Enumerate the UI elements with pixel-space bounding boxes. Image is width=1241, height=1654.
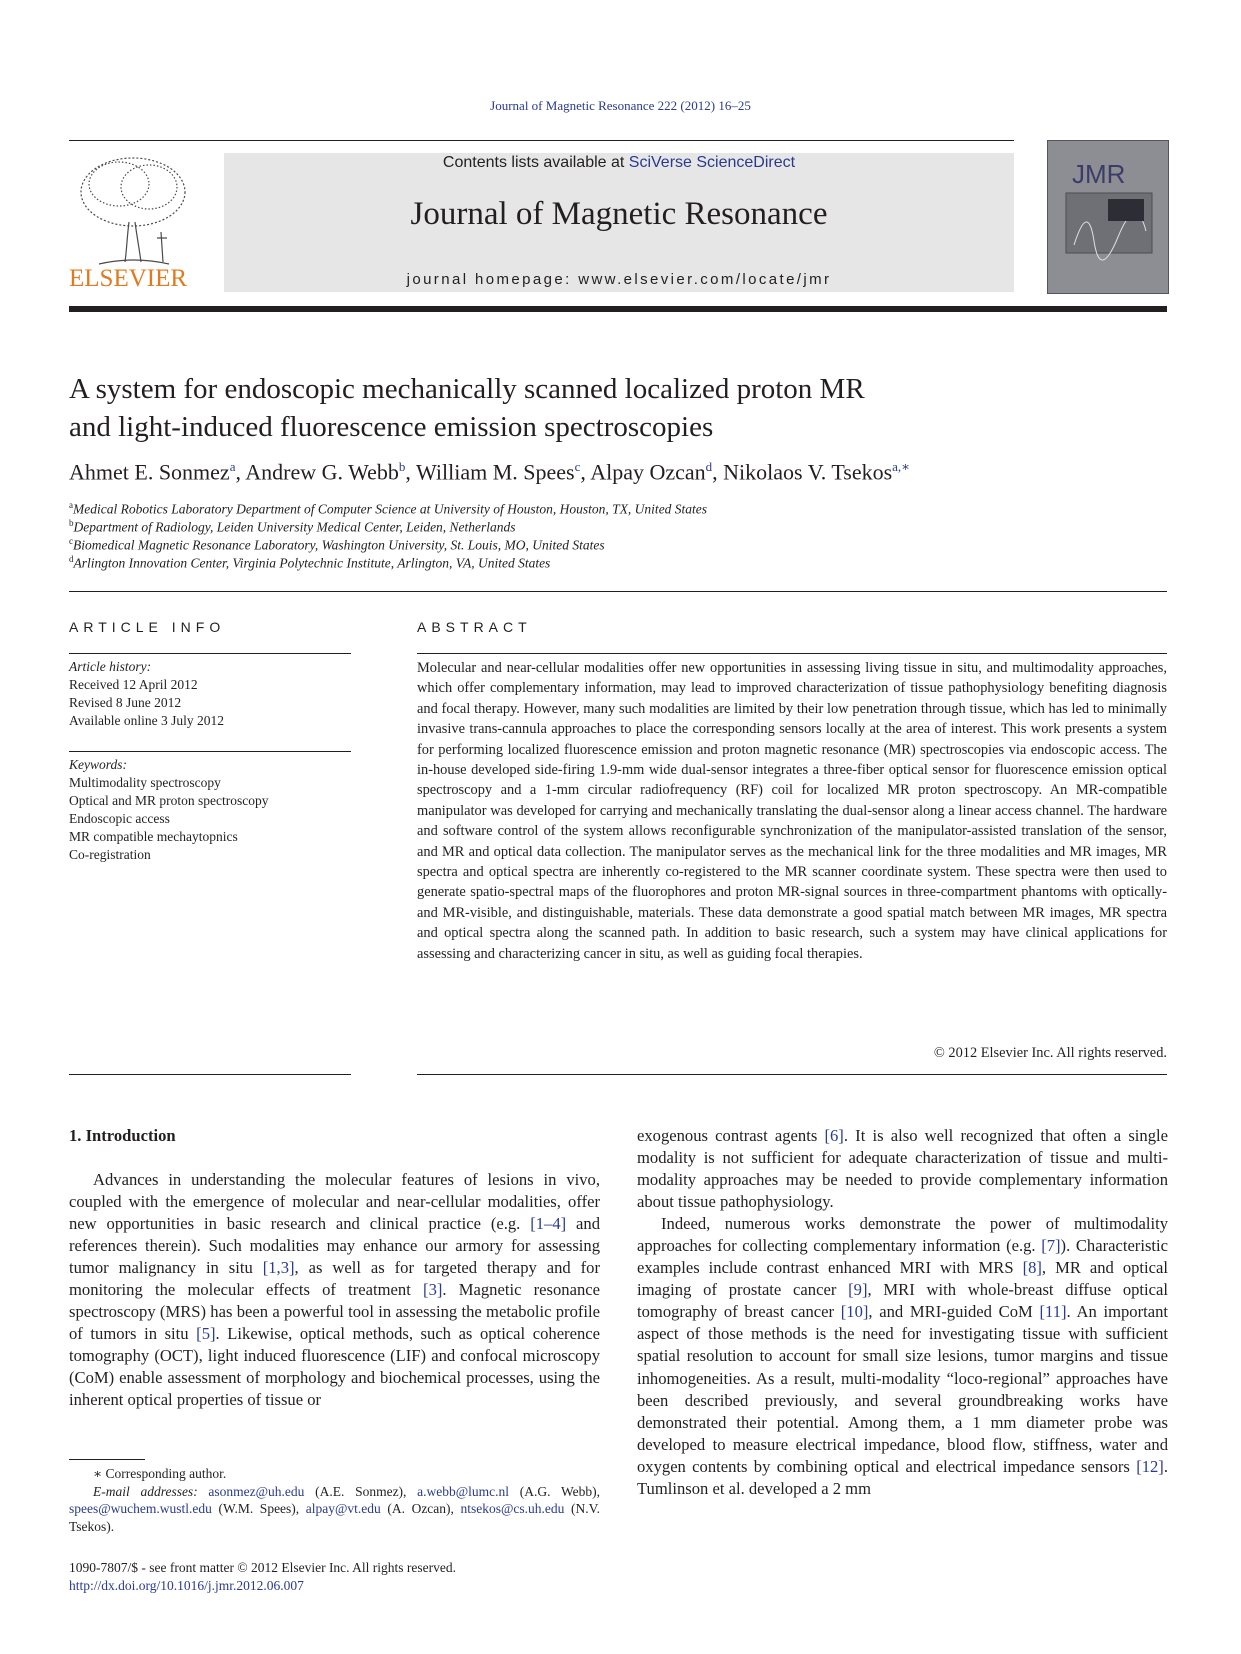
abstract-text: Molecular and near-cellular modalities offer new opportunities in assessing living tissue in situ, and multimodality approaches, which offer complementary information, may lead to improved characterization of tissue pathophysiology benefiting diagnosis and focal therapy. However, many such modalities are limited by their low penetration through tissue, which has led to minimally invasive trans-cannula approaches to place the corresponding sensors locally at the area of interest. This work presents a system for performing localized fluorescence emission and proton magnetic resonance (MR) spectroscopies via endoscopic access. The in-house developed side-firing 1.9-mm wide dual-sensor integrates a three-fiber optical sensor for fluorescence emission optical spectroscopy and a 1-mm circular radiofrequency (RF) coil for localized MR proton spectroscopy. An MR-compatible manipulator was developed for carrying and mechanically translating the dual-sensor along a linear access channel. The hardware and software control of the system allows reconfigurable synchronization of the manipulator-assisted translation of the sensor, and MR and optical data collection. The manipulator serves as the mechanical link for the three modalities and MR images, MR spectra and optical spectra are inherently co-registered to the MR scanner coordinate system. These spectra were then used to generate spatio-spectral maps of the fluorophores and proton MR-signal sources in three-compartment phantoms with optically- and MR-visible, and distinguishable, materials. These data demonstrate a good spatial match between MR images, MR spectra and optical spectra along the scanned path. In addition to basic research, such a system may have clinical applications for assessing and characterizing cancer in situ, as well as guiding focal therapies.: [417, 660, 1167, 962]
issn-line: 1090-7807/$ - see front matter © 2012 Elsevier Inc. All rights reserved. http://dx.doi.org/10.1016/j.jmr.2012.06.007: [69, 1560, 457, 1593]
keywords: Keywords: Multimodality spectroscopy Optical and MR proton spectroscopy Endoscopic access MR compatible mechaytopnics Co-registration: [69, 757, 269, 862]
keyword: Multimodality spectroscopy: [69, 775, 221, 790]
intro-column-right: [637, 1125, 1168, 1500]
author-name: Andrew G. Webb: [245, 459, 399, 485]
abstract-copyright: © 2012 Elsevier Inc. All rights reserved.: [933, 1045, 1167, 1061]
citation-link[interactable]: [6]: [824, 1126, 844, 1145]
keyword: Co-registration: [69, 847, 151, 862]
footnote-rule: [69, 1459, 145, 1460]
email-link[interactable]: spees@wuchem.wustl.edu: [69, 1501, 212, 1516]
citation-link[interactable]: [10]: [840, 1302, 869, 1322]
header-thick-rule: [69, 306, 1167, 312]
author-list: Ahmet E. Sonmez$^a$, Andrew G. Webb$^b$, William M. Spees$^c$, Alpay Ozcan$^d$, Nikolaos V. Tsekos$^{a,∗}$: [69, 459, 911, 485]
corresponding-footnote: ∗ Corresponding author. E-mail addresses: asonmez@uh.edu (A.E. Sonmez), a.webb@lumc.nl (A.G. Webb), spees@wuchem.wustl.edu (W.M. Spees), alpay@vt.edu (A. Ozcan), ntsekos@cs.uh.edu (N.V. Tsekos).: [69, 1466, 600, 1534]
author-affiliation-mark[interactable]: d: [705, 459, 713, 474]
affiliation: $^d$Arlington Innovation Center, Virginia Polytechnic Institute, Arlington, VA, United States: [69, 554, 551, 571]
doi-link[interactable]: http://dx.doi.org/10.1016/j.jmr.2012.06.007: [69, 1577, 304, 1593]
citation-link[interactable]: [1–4]: [530, 1214, 567, 1234]
journal-cover-thumbnail: [1047, 140, 1169, 294]
author-name: Nikolaos V. Tsekos: [723, 459, 893, 485]
intro-paragraph: Advances in understanding the molecular features of lesions in vivo, coupled with the emergence of molecular and near-cellular modalities, offer new opportunities in basic research and clinical practice (e.g. [1–4] and references therein). Such modalities may enhance our armory for assessing tumor malignancy in situ [1,3], as well as for targeted therapy and for monitoring the molecular effects of treatment [3]. Magnetic resonance spectroscopy (MRS) has been a powerful tool in assessing the metabolic profile of tumors in situ [5]. Likewise, optical methods, such as optical coherence tomography (OCT), light induced fluorescence (LIF) and confocal microscopy (CoM) enable assessment of morphology and biochemical processes, using the inherent optical properties of tissue or: [69, 1170, 600, 1410]
author-affiliation-mark[interactable]: b: [398, 459, 406, 474]
email-link[interactable]: asonmez@uh.edu: [208, 1483, 305, 1499]
svg-text:ELSEVIER: ELSEVIER: [69, 265, 188, 292]
keyword: Optical and MR proton spectroscopy: [69, 793, 269, 808]
article-info-rule: [69, 653, 351, 654]
journal-citation[interactable]: Journal of Magnetic Resonance 222 (2012) 16–25: [490, 98, 751, 113]
sciencedirect-link[interactable]: SciVerse ScienceDirect: [628, 154, 796, 171]
author-affiliation-mark[interactable]: c: [574, 459, 581, 474]
article-info-heading: ARTICLE INFO: [69, 619, 226, 635]
contents-line: Contents lists available at SciVerse ScienceDirect: [442, 154, 796, 171]
affiliation-rule: [69, 591, 1167, 592]
keyword: MR compatible mechaytopnics: [69, 829, 238, 844]
keyword: Endoscopic access: [69, 811, 170, 826]
affiliation: $^a$Medical Robotics Laboratory Department of Computer Science at University of Houston, Houston, TX, United States: [69, 500, 708, 517]
citation-link[interactable]: [9]: [848, 1280, 868, 1300]
journal-name: Journal of Magnetic Resonance: [410, 196, 828, 232]
intro-paragraph: Indeed, numerous works demonstrate the power of multimodality approaches for collecting complementary information (e.g. [7]). Characteristic examples include contrast enhanced MRI with MRS [8], MR and optical imaging of prostate cancer [9], MRI with whole-breast diffuse optical tomography of breast cancer [10], and MRI-guided CoM [11]. An important aspect of those methods is the need for investigating tissue with sufficient spatial resolution to account for small size lesions, tumor margins and tissue inhomogeneities. As a result, multi-modality “loco-regional” approaches have been described previously, and several groundbreaking works have demonstrated their potential. Among them, a 1 mm diameter probe was developed to measure electrical impedance, blood flow, stiffness, water and oxygen contents by combining optical and electrical impedance sensors [12]. Tumlinson et al. developed a 2 mm: [637, 1214, 1168, 1498]
author-name: Ahmet E. Sonmez: [69, 459, 230, 485]
section-heading: 1. Introduction: [69, 1126, 176, 1145]
affiliation: $^c$Biomedical Magnetic Resonance Laboratory, Washington University, St. Louis, MO, United States: [69, 536, 605, 553]
journal-homepage[interactable]: journal homepage: www.elsevier.com/locate/jmr: [406, 271, 832, 288]
article-title: A system for endoscopic mechanically scanned localized proton MR and light-induced fluorescence emission spectroscopies: [69, 373, 865, 443]
abstract-rule: [417, 653, 1167, 654]
email-link[interactable]: a.webb@lumc.nl: [417, 1483, 510, 1499]
svg-text:JMR: JMR: [1072, 159, 1126, 189]
citation-link[interactable]: [12]: [1136, 1456, 1164, 1476]
intro-paragraph: exogenous contrast agents [6]. It is also well recognized that often a single modality is not sufficient for adequate characterization of tissue and multi-modality approaches may be needed to provide complementary information about tissue pathophysiology.: [637, 1126, 1168, 1212]
author-affiliation-mark[interactable]: a,∗: [892, 459, 911, 474]
email-addresses: E-mail addresses: asonmez@uh.edu (A.E. Sonmez), a.webb@lumc.nl (A.G. Webb), spees@wuchem.wustl.edu (W.M. Spees), alpay@vt.edu (A. Ozcan), ntsekos@cs.uh.edu (N.V. Tsekos).: [69, 1483, 600, 1534]
abstract-heading: ABSTRACT: [417, 619, 532, 635]
affiliation: $^b$Department of Radiology, Leiden University Medical Center, Leiden, Netherlands: [69, 518, 516, 535]
elsevier-logo: [69, 152, 197, 292]
abstract-bottom-rule: [417, 1074, 1167, 1075]
email-link[interactable]: ntsekos@cs.uh.edu: [460, 1501, 565, 1516]
author-name: Alpay Ozcan: [590, 459, 706, 485]
author-name: William M. Spees: [416, 459, 575, 485]
citation-link[interactable]: [3]: [423, 1280, 443, 1300]
keywords-rule: [69, 751, 351, 752]
top-rule: [69, 140, 1014, 141]
intro-column-left: [69, 1169, 600, 1412]
article-history: Article history: Received 12 April 2012 Revised 8 June 2012 Available online 3 July 2012: [69, 659, 224, 728]
citation-link[interactable]: [1,3]: [262, 1258, 295, 1278]
citation-link[interactable]: [5]: [196, 1324, 216, 1344]
email-link[interactable]: alpay@vt.edu: [305, 1501, 381, 1516]
citation-link[interactable]: [11]: [1039, 1302, 1067, 1322]
citation-link[interactable]: [7]: [1041, 1236, 1061, 1256]
author-affiliation-mark[interactable]: a: [229, 459, 236, 474]
article-info-bottom-rule: [69, 1074, 351, 1075]
citation-link[interactable]: [8]: [1022, 1258, 1042, 1278]
